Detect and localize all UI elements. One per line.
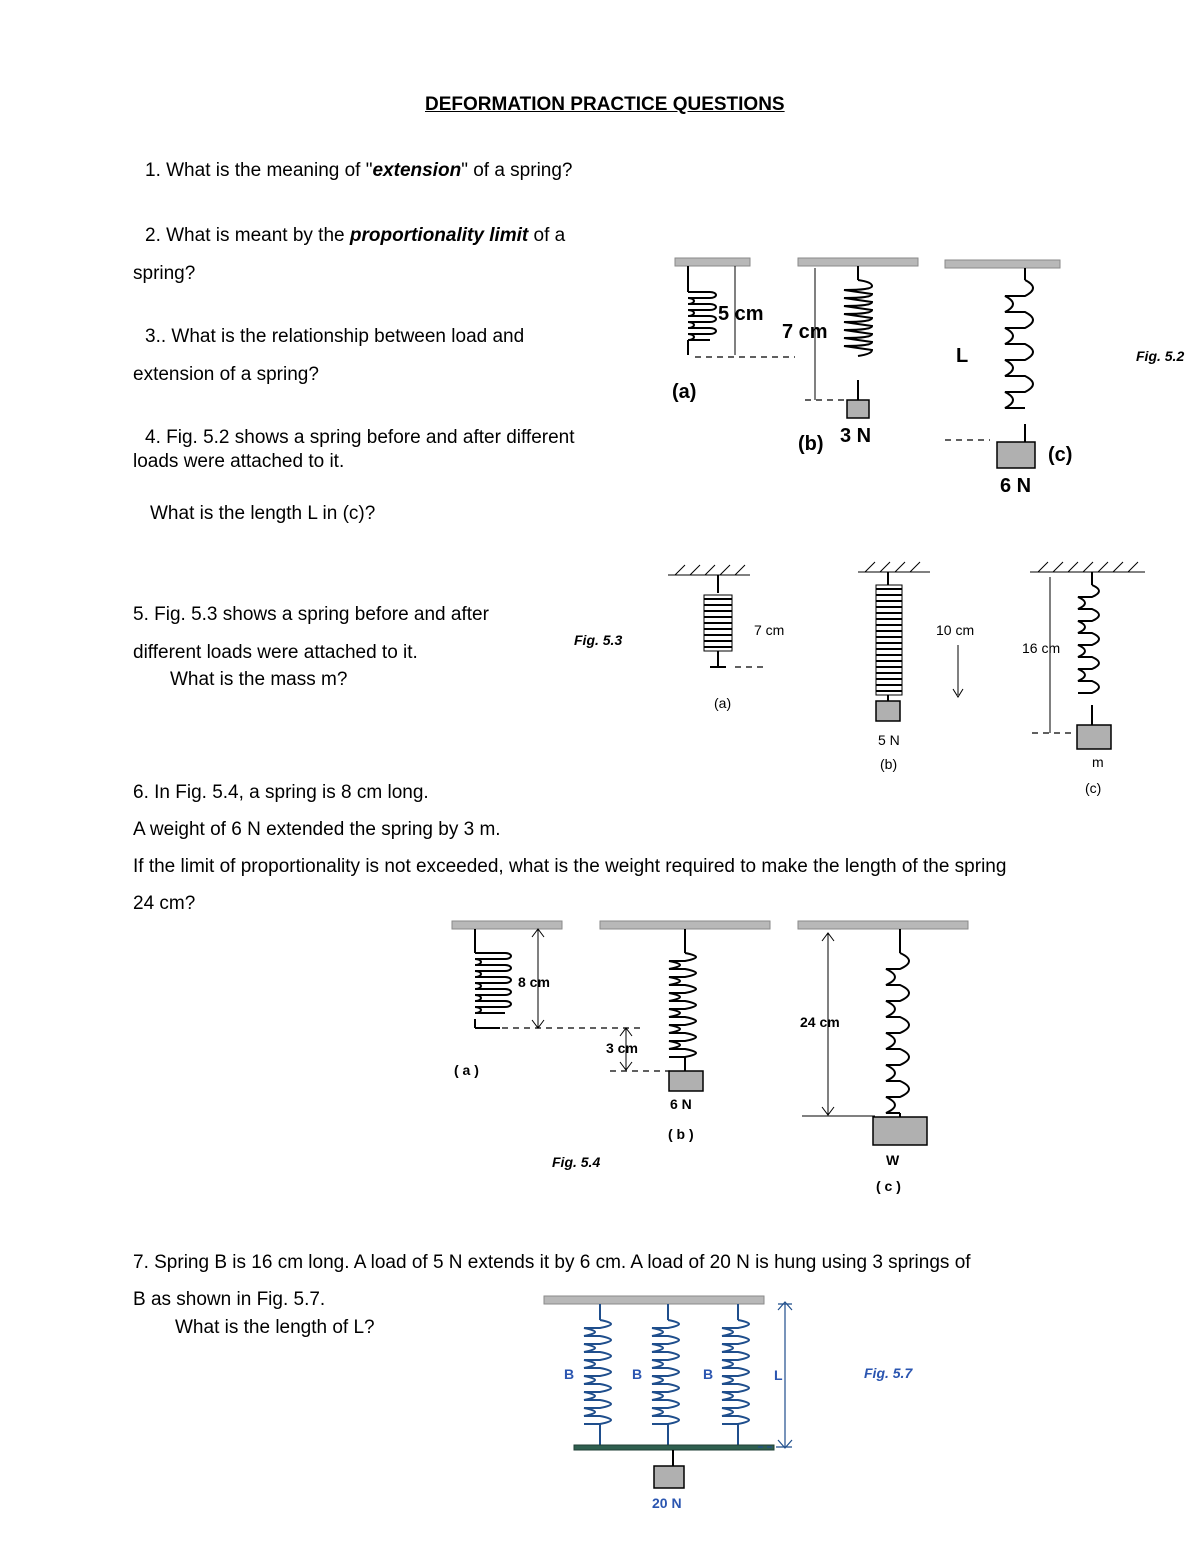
ceiling-c xyxy=(798,921,968,929)
fig53-label-c: (c) xyxy=(1085,780,1102,796)
ceiling-b xyxy=(600,921,770,929)
spring-b xyxy=(844,280,872,356)
question-6-line-2: A weight of 6 N extended the spring by 3 m. xyxy=(133,819,501,840)
spring-c xyxy=(886,953,909,1113)
question-6-line-3: If the limit of proportionality is not exceeded, what is the weight required to make the length of the spring xyxy=(133,856,1007,877)
fig54-b-load: 6 N xyxy=(670,1096,692,1112)
spring-a xyxy=(475,953,511,1013)
question-4-line-2: loads were attached to it. xyxy=(133,451,345,472)
question-6-line-4: 24 cm? xyxy=(133,893,196,914)
question-6-line-1: 6. In Fig. 5.4, a spring is 8 cm long. xyxy=(133,782,429,803)
spring-c xyxy=(1005,280,1033,408)
mass-c xyxy=(873,1117,927,1145)
ceiling-c xyxy=(945,260,1060,268)
fig52-label-a: (a) xyxy=(672,381,697,403)
fig52-b-length: 7 cm xyxy=(782,321,828,343)
fig53-a-length: 7 cm xyxy=(754,622,785,638)
spring-label-3: B xyxy=(703,1366,714,1382)
question-4-line-1: 4. Fig. 5.2 shows a spring before and after different xyxy=(145,427,575,448)
fig52-caption: Fig. 5.2 xyxy=(1136,348,1185,364)
fig54-caption: Fig. 5.4 xyxy=(552,1154,601,1170)
ceiling xyxy=(544,1296,764,1304)
spring-label-2: B xyxy=(632,1366,643,1382)
figure-5-7 xyxy=(540,1290,940,1520)
question-2-line-2: spring? xyxy=(133,263,196,284)
spring-b xyxy=(669,953,696,1057)
fig52-label-b: (b) xyxy=(798,433,824,455)
ceiling-a xyxy=(675,258,750,266)
fig53-b-load: 5 N xyxy=(878,732,900,748)
fig52-c-length: L xyxy=(956,345,969,367)
fig54-c-load: W xyxy=(886,1152,900,1168)
fig52-b-load: 3 N xyxy=(840,425,872,447)
figure-5-4 xyxy=(430,915,990,1200)
question-5-line-2: different loads were attached to it. xyxy=(133,642,418,663)
fig57-load: 20 N xyxy=(652,1495,682,1511)
fig52-a-length: 5 cm xyxy=(718,303,764,325)
fig53-c-load: m xyxy=(1092,754,1104,770)
question-4-line-3: What is the length L in (c)? xyxy=(150,503,376,524)
mass-b xyxy=(669,1071,703,1091)
ceiling-b xyxy=(798,258,918,266)
fig53-label-b: (b) xyxy=(880,756,898,772)
spring-c xyxy=(1078,585,1099,693)
fig52-c-load: 6 N xyxy=(1000,475,1032,497)
fig53-c-length: 16 cm xyxy=(1022,640,1061,656)
question-7-line-1: 7. Spring B is 16 cm long. A load of 5 N extends it by 6 cm. A load of 20 N is hung using 3 springs of xyxy=(133,1252,971,1273)
ceiling-hatch-a xyxy=(668,565,750,575)
question-2-emphasis: proportionality limit xyxy=(349,225,529,246)
ceiling-hatch-c xyxy=(1030,562,1145,572)
question-5-line-1: 5. Fig. 5.3 shows a spring before and after xyxy=(133,604,489,625)
question-7-line-2: B as shown in Fig. 5.7. xyxy=(133,1289,326,1310)
ceiling-a xyxy=(452,921,562,929)
mass-b xyxy=(847,400,869,418)
question-1-text: 1. What is the meaning of " xyxy=(145,160,373,181)
fig53-b-length: 10 cm xyxy=(936,622,975,638)
fig57-caption: Fig. 5.7 xyxy=(864,1365,913,1381)
ceiling-hatch-b xyxy=(858,562,930,572)
spring-b-2 xyxy=(652,1304,679,1445)
question-3-line-2: extension of a spring? xyxy=(133,364,319,385)
mass-20n xyxy=(654,1466,684,1488)
spring-b-1 xyxy=(584,1304,611,1445)
spring-b-3 xyxy=(722,1304,749,1445)
question-2-text: 2. What is meant by the xyxy=(145,225,350,246)
question-1-emphasis: extension xyxy=(372,160,462,181)
spring-label-1: B xyxy=(564,1366,575,1382)
question-7-line-3: What is the length of L? xyxy=(175,1317,375,1338)
fig54-label-b: ( b ) xyxy=(668,1126,694,1142)
figure-5-3 xyxy=(560,555,1160,805)
question-1 xyxy=(145,160,573,182)
spring-a xyxy=(688,292,716,340)
mass-b xyxy=(876,701,900,721)
fig54-a-length: 8 cm xyxy=(518,974,550,990)
fig57-length: L xyxy=(774,1367,783,1383)
fig54-label-c: ( c ) xyxy=(876,1178,901,1194)
page-title: DEFORMATION PRACTICE QUESTIONS xyxy=(425,94,785,115)
fig53-caption: Fig. 5.3 xyxy=(574,632,623,648)
bottom-bar xyxy=(574,1445,774,1450)
mass-c xyxy=(1077,725,1111,749)
question-2-text-end: of a xyxy=(528,225,566,246)
fig54-ext: 3 cm xyxy=(606,1040,638,1056)
question-3-line-1: 3.. What is the relationship between load and xyxy=(145,326,525,347)
fig54-c-length: 24 cm xyxy=(800,1014,840,1030)
question-5-line-3: What is the mass m? xyxy=(170,669,348,690)
mass-c xyxy=(997,442,1035,468)
fig52-label-c: (c) xyxy=(1048,444,1073,466)
question-2 xyxy=(145,225,565,247)
fig53-label-a: (a) xyxy=(714,695,732,711)
figure-5-2 xyxy=(660,250,1200,500)
question-1-text-end: " of a spring? xyxy=(461,160,573,181)
fig54-label-a: ( a ) xyxy=(454,1062,479,1078)
